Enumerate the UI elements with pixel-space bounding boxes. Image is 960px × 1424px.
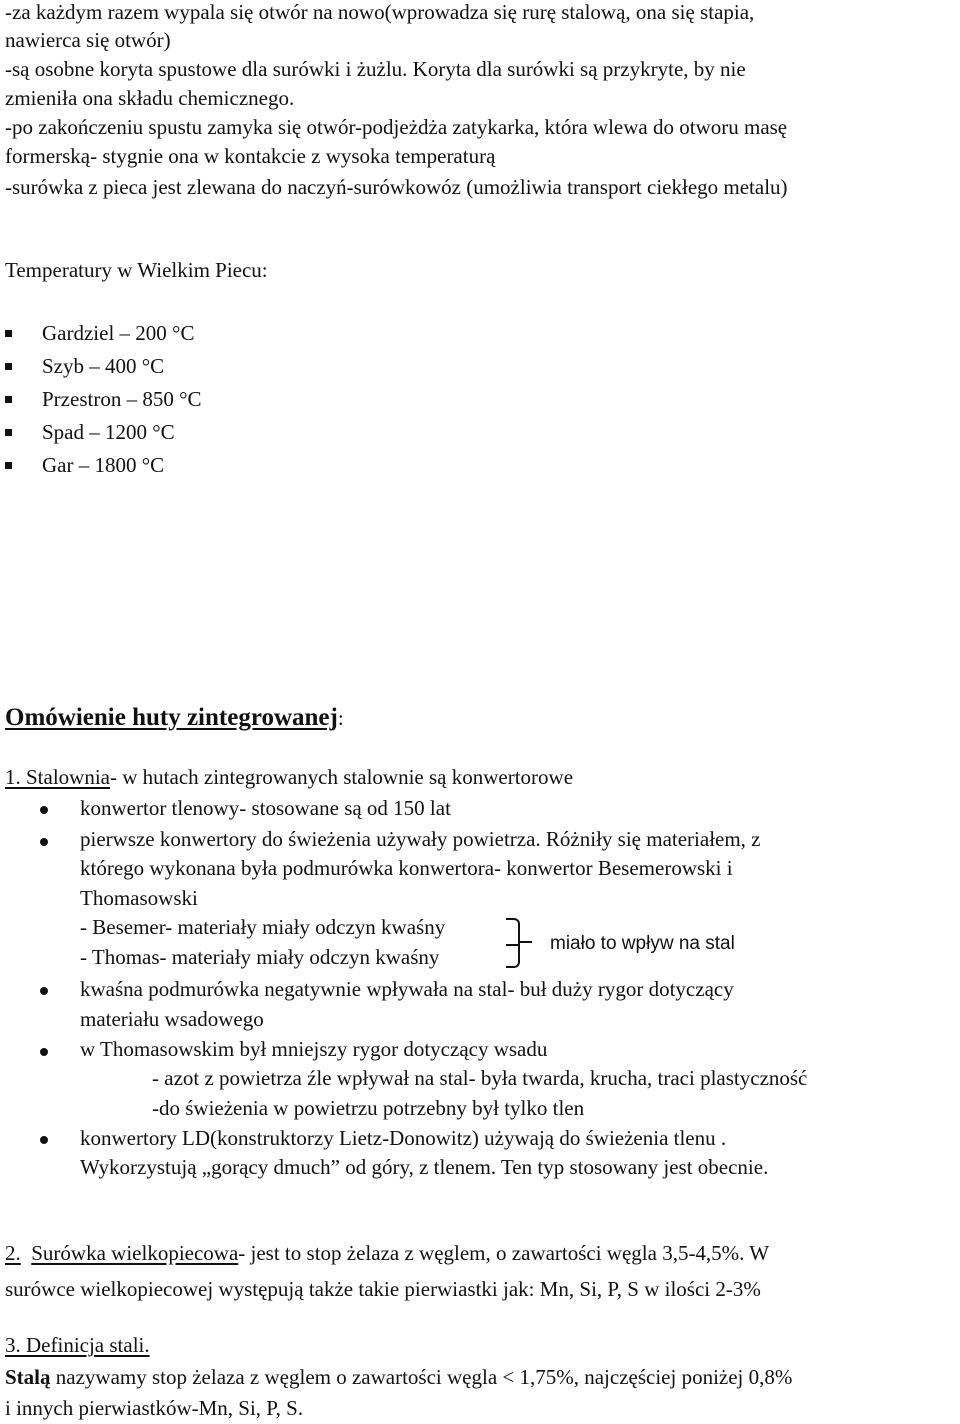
surowka-description-line: surówce wielkopiecowej występują także takie pierwiastki jak: Mn, Si, P, S w ilości 2-3%	[5, 1277, 761, 1301]
bullet-text: - Thomas- materiały miały odczyn kwaśny	[80, 945, 440, 969]
stal-bold-word: Stalą	[5, 1365, 51, 1389]
bullet-text: pierwsze konwertory do świeżenia używały powietrza. Różniły się materiałem, z	[80, 827, 761, 851]
temperature-item: Przestron – 850 °C	[42, 387, 202, 411]
text-line: zmieniła ona składu chemicznego.	[5, 86, 295, 110]
stalownia-description: - w hutach zintegrowanych stalownie są konwertorowe	[110, 765, 574, 789]
bullet-text: - Besemer- materiały miały odczyn kwaśny	[80, 915, 446, 939]
square-bullet-icon	[5, 429, 12, 436]
stal-definition-line	[5, 1365, 792, 1390]
surowka-title: Surówka wielkopiecowa	[31, 1241, 239, 1265]
section-heading-text: Omówienie huty zintegrowanej	[5, 704, 338, 731]
temperature-item: Gardziel – 200 °C	[42, 321, 195, 345]
sub-item-text: - azot z powietrza źle wpływał na stal- była twarda, krucha, traci plastyczność	[152, 1066, 808, 1090]
square-bullet-icon	[5, 396, 12, 403]
stalownia-heading	[5, 765, 573, 790]
text-line: -po zakończeniu spustu zamyka się otwór-podjeżdża zatykarka, która wlewa do otworu masę	[5, 115, 788, 139]
bullet-text: konwertory LD(konstruktorzy Lietz-Donowitz) używają do świeżenia tlenu .	[80, 1126, 727, 1150]
section-heading	[5, 704, 344, 732]
brace-lower	[506, 942, 520, 968]
stalownia-number: 1.	[5, 765, 26, 789]
bullet-icon	[40, 806, 48, 814]
stal-definition-text: nazywamy stop żelaza z węglem o zawartości węgla < 1,75%, najczęściej poniżej 0,8%	[50, 1365, 793, 1389]
bullet-text: którego wykonana była podmurówka konwertora- konwertor Besemerowski i	[80, 856, 733, 880]
stal-definition-heading: 3. Definicja stali.	[5, 1333, 150, 1357]
bullet-text: Wykorzystują „gorący dmuch” od góry, z tlenem. Ten typ stosowany jest obecnie.	[80, 1155, 769, 1179]
stal-definition-line: i innych pierwiastków-Mn, Si, P, S.	[5, 1396, 304, 1420]
bullet-icon	[40, 1048, 48, 1056]
text-line: formerską- stygnie ona w kontakcie z wysoka temperaturą	[5, 144, 496, 168]
bullet-text: konwertor tlenowy- stosowane są od 150 lat	[80, 796, 451, 820]
brace-pointer	[518, 941, 532, 943]
bullet-text: kwaśna podmurówka negatywnie wpływała na stal- buł duży rygor dotyczący	[80, 977, 734, 1001]
text-line: -są osobne koryta spustowe dla surówki i żużlu. Koryta dla surówki są przykryte, by nie	[5, 57, 746, 81]
sub-item-text: -do świeżenia w powietrzu potrzebny był tylko tlen	[152, 1096, 585, 1120]
square-bullet-icon	[5, 462, 12, 469]
text-line: nawierca się otwór)	[5, 28, 171, 52]
surowka-heading	[5, 1241, 769, 1266]
bullet-text: w Thomasowskim był mniejszy rygor dotyczący wsadu	[80, 1037, 548, 1061]
temperature-item: Spad – 1200 °C	[42, 420, 175, 444]
bullet-text: materiału wsadowego	[80, 1007, 264, 1031]
stalownia-title: Stalownia	[26, 765, 110, 789]
surowka-number: 2.	[5, 1241, 21, 1265]
bullet-icon	[40, 1136, 48, 1144]
bullet-icon	[40, 838, 48, 846]
square-bullet-icon	[5, 363, 12, 370]
square-bullet-icon	[5, 330, 12, 337]
bullet-text: Thomasowski	[80, 886, 198, 910]
bullet-icon	[40, 987, 48, 995]
temperature-item: Szyb – 400 °C	[42, 354, 165, 378]
text-line: -za każdym razem wypala się otwór na nowo(wprowadza się rurę stalową, ona się stapia,	[5, 0, 755, 24]
temperatures-title: Temperatury w Wielkim Piecu:	[5, 258, 268, 282]
brace-note: miało to wpływ na stal	[550, 933, 735, 954]
surowka-description: - jest to stop żelaza z węglem, o zawartości węgla 3,5-4,5%. W	[238, 1241, 770, 1265]
section-heading-colon: :	[337, 706, 344, 730]
text-line: -surówka z pieca jest zlewana do naczyń-surówkowóz (umożliwia transport ciekłego metalu)	[5, 175, 788, 199]
temperature-item: Gar – 1800 °C	[42, 453, 165, 477]
